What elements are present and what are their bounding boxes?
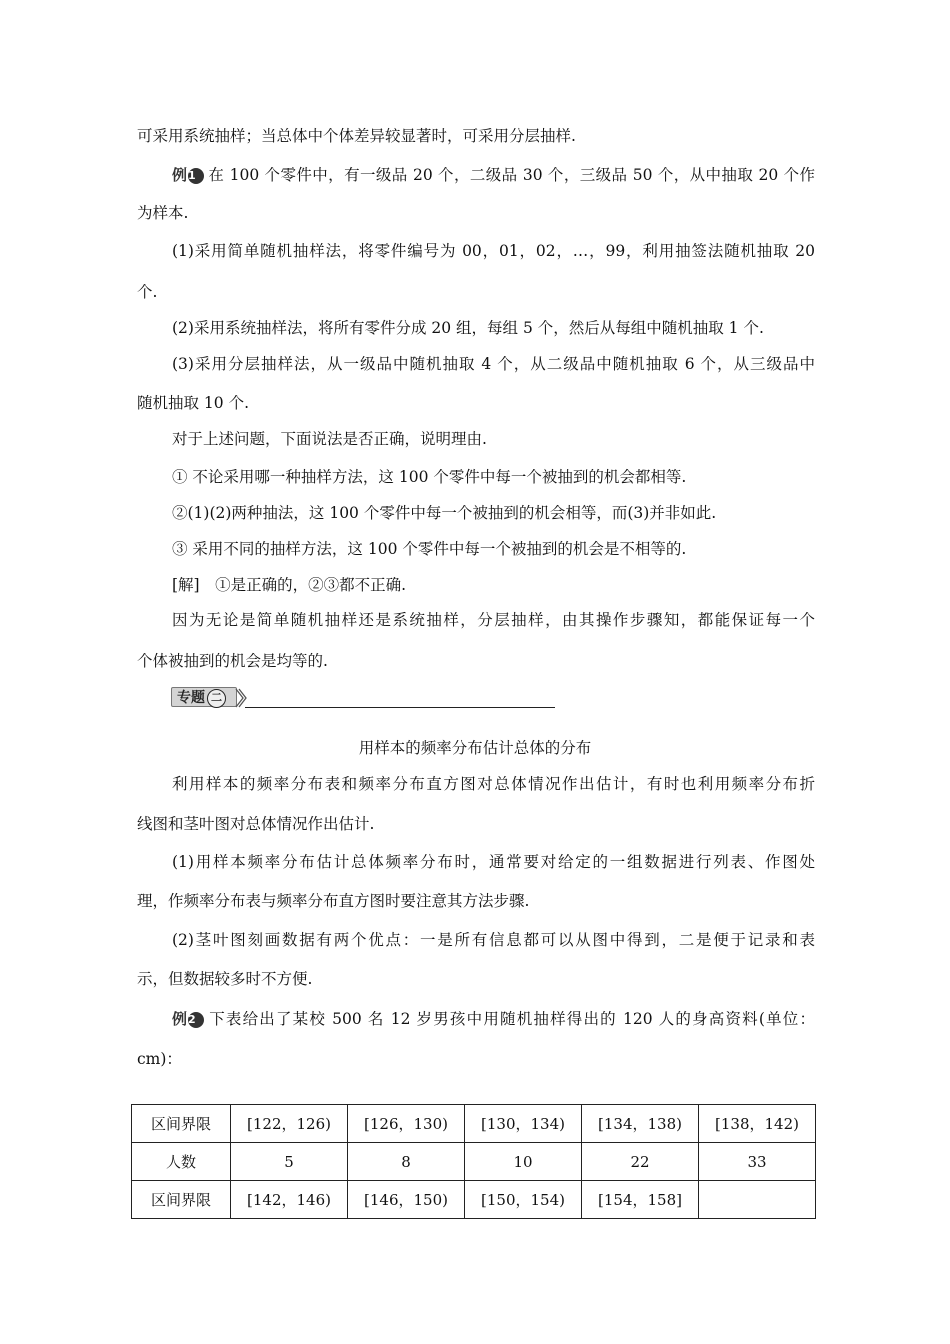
table-cell: [126，130) [348,1105,465,1143]
table-cell: [134，138) [582,1105,699,1143]
table-cell: 8 [348,1143,465,1181]
table-cell: [142，146) [231,1181,348,1219]
table-row [132,1143,816,1181]
example-2-line-2: cm)： [137,1050,182,1068]
claim-1-line: ① 不论采用哪一种抽样方法，这 100 个零件中每一个被抽到的机会都相等. [172,468,687,486]
paragraph-text: 可采用系统抽样；当总体中个体差异较显著时，可采用分层抽样. [137,127,576,145]
point-1-line-2: 理，作频率分布表与频率分布直方图时要注意其方法步骤. [137,892,530,910]
claim-2-line: ②(1)(2)两种抽法，这 100 个零件中每一个被抽到的机会相等，而(3)并非如此. [172,504,717,522]
point-2-line-1: (2)茎叶图刻画数据有两个优点：一是所有信息都可以从图中得到，二是便于记录和表 [172,931,815,949]
table-cell: [146，150) [348,1181,465,1219]
table-cell: [150，154) [465,1181,582,1219]
example-2-text: 下表给出了某校 500 名 12 岁男孩中用随机抽样得出的 120 人的身高资料(单位： [208,1010,815,1028]
example-label: 例2 [172,1009,204,1029]
table-cell: 22 [582,1143,699,1181]
example-1-line [172,165,815,185]
question-line: 对于上述问题，下面说法是否正确，说明理由. [172,430,487,448]
table-cell: [122，126) [231,1105,348,1143]
table-cell: 区间界限 [132,1105,231,1143]
example-1-text: 在 100 个零件中，有一级品 20 个，二级品 30 个，三级品 50 个，从中抽取 20 个作 [208,166,815,184]
table-cell: 区间界限 [132,1181,231,1219]
section-title: 用样本的频率分布估计总体的分布 [358,739,592,757]
claim-3-line: ③ 采用不同的抽样方法，这 100 个零件中每一个被抽到的机会是不相等的. [172,540,687,558]
point-2-line-2: 示，但数据较多时不方便. [137,970,313,988]
height-data-table [131,1104,816,1219]
topic-number-badge: 二 [207,689,226,708]
table-cell: 33 [699,1143,816,1181]
table-row [132,1181,816,1219]
method-1-line-1: (1)采用简单随机抽样法，将零件编号为 00，01，02，…，99，利用抽签法随机抽取 20 [172,242,815,260]
method-3-line-1: (3)采用分层抽样法，从一级品中随机抽取 4 个，从二级品中随机抽取 6 个，从三级品中 [172,355,815,373]
example-2-line [172,1009,815,1029]
table-cell: [130，134) [465,1105,582,1143]
point-1-line-1: (1)用样本频率分布估计总体频率分布时，通常要对给定的一组数据进行列表、作图处 [172,853,815,871]
chevron-right-icon [235,688,247,708]
topic-label-box: 专题 二 [171,687,237,707]
intro-line-2: 线图和茎叶图对总体情况作出估计. [137,815,375,833]
example-number-badge: 1 [188,168,204,184]
example-label: 例1 [172,165,204,185]
table-cell: 人数 [132,1143,231,1181]
table-cell [699,1181,816,1219]
table-row [132,1105,816,1143]
table-cell: 5 [231,1143,348,1181]
intro-line-1: 利用样本的频率分布表和频率分布直方图对总体情况作出估计，有时也利用频率分布折 [172,775,815,793]
method-3-line-2: 随机抽取 10 个. [137,394,250,412]
table-cell: 10 [465,1143,582,1181]
example-number-badge: 2 [188,1012,204,1028]
example-1-line-2: 为样本. [137,204,189,222]
method-1-line-2: 个. [137,283,158,301]
method-2-line: (2)采用系统抽样法，将所有零件分成 20 组，每组 5 个，然后从每组中随机抽取 1 个. [172,319,764,337]
table-cell: [154，158] [582,1181,699,1219]
solution-line: [解] ①是正确的，②③都不正确. [172,576,407,594]
reason-line-1: 因为无论是简单随机抽样还是系统抽样，分层抽样，由其操作步骤知，都能保证每一个 [172,611,815,629]
topic-underline [245,707,555,708]
table-cell: [138，142) [699,1105,816,1143]
reason-line-2: 个体被抽到的机会是均等的. [137,652,328,670]
